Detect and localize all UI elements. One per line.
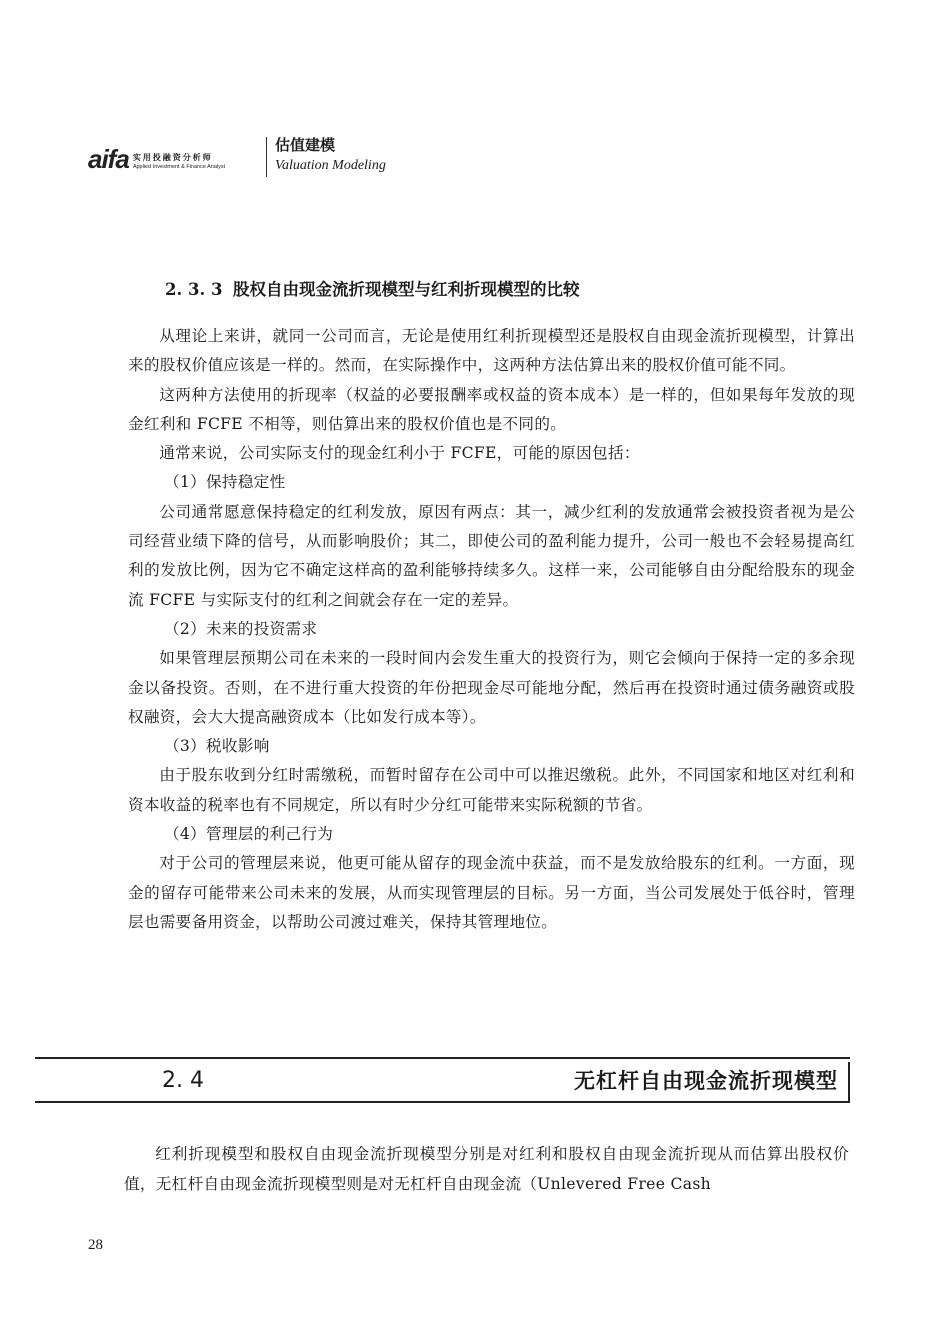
reason-text: 由于股东收到分红时需缴税，而暂时留存在公司中可以推迟缴税。此外，不同国家和地区对红利和资本收益的税率也有不同规定，所以有时少分红可能带来实际税额的节省。	[128, 766, 855, 814]
paragraph: 从理论上来讲，就同一公司而言，无论是使用红利折现模型还是股权自由现金流折现模型，计算出来的股权价值应该是一样的。然而，在实际操作中，这两种方法估算出来的股权价值可能不同。	[128, 327, 855, 375]
section-title: 股权自由现金流折现模型与红利折现模型的比较	[233, 280, 580, 299]
header-title-en: Valuation Modeling	[275, 158, 386, 173]
section-box-right-rule	[848, 1062, 850, 1103]
reason-text: 对于公司的管理层来说，他更可能从留存的现金流中获益，而不是发放给股东的红利。一方面，现金的留存可能带来公司未来的发展，从而实现管理层的目标。另一方面，当公司发展处于低谷时，管理层也需要备用资金，以帮助公司渡过难关，保持其管理地位。	[128, 854, 855, 931]
section-number-2-4: 2. 4	[162, 1068, 204, 1093]
logo-en-text: Applied Investment & Finance Analyst	[132, 164, 226, 170]
paragraph: 通常来说，公司实际支付的现金红利小于 FCFE，可能的原因包括：	[159, 444, 640, 463]
page-number: 28	[88, 1237, 103, 1253]
reason-heading: （1）保持稳定性	[164, 473, 286, 492]
reason-text: 如果管理层预期公司在未来的一段时间内会发生重大的投资行为，则它会倾向于保持一定的多余现金以备投资。否则，在不进行重大投资的年份把现金尽可能地分配，然后再在投资时通过债务融资或股权融资，会大大提高融资成本（比如发行成本等）。	[128, 649, 855, 726]
logo-subtitle	[133, 153, 225, 171]
paragraph: 这两种方法使用的折现率（权益的必要报酬率或权益的资本成本）是一样的，但如果每年发放的现金红利和 FCFE 不相等，则估算出来的股权价值也是不同的。	[128, 385, 855, 433]
reason-heading: （2）未来的投资需求	[164, 619, 318, 638]
logo-cn-text: 实用投融资分析师	[132, 153, 213, 162]
section-title-2-4: 无杠杆自由现金流折现模型	[574, 1069, 838, 1093]
body-text	[128, 322, 855, 937]
reason-heading: （3）税收影响	[164, 737, 270, 756]
aifa-logo	[88, 141, 226, 174]
section-heading-2-3-3	[165, 279, 580, 301]
section-box-top-rule	[35, 1057, 850, 1059]
header-title-cn: 估值建模	[275, 136, 336, 154]
section-number: 2. 3. 3	[165, 280, 223, 299]
section-box-bottom-rule	[35, 1101, 850, 1103]
reason-text: 公司通常愿意保持稳定的红利发放，原因有两点：其一，减少红利的发放通常会被投资者视为是公司经营业绩下降的信号，从而影响股价；其二，即使公司的盈利能力提升，公司一般也不会轻易提高红利的发放比例，因为它不确定这样高的盈利能够持续多久。这样一来，公司能够自由分配给股东的现金流 FCFE 与实际支付的红利之间就会存在一定的差异。	[128, 502, 855, 609]
logo-wordmark: aifa	[88, 144, 129, 174]
section-2-4-body	[124, 1139, 849, 1199]
paragraph: 红利折现模型和股权自由现金流折现模型分别是对红利和股权自由现金流折现从而估算出股权价值，无杠杆自由现金流折现模型则是对无杠杆自由现金流（Unlevered Free Cash	[124, 1145, 849, 1193]
reason-heading: （4）管理层的利己行为	[164, 825, 334, 844]
header-divider	[266, 137, 267, 177]
